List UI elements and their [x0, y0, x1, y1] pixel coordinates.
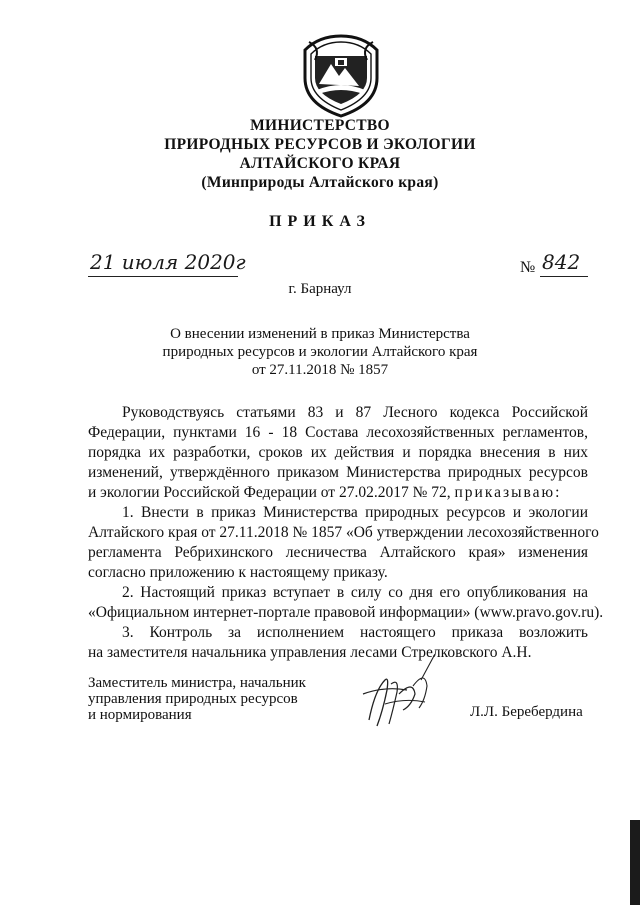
scan-edge — [630, 820, 640, 905]
text-line: 3. Контроль за исполнением настоящего приказа возложить — [122, 624, 588, 641]
ministry-title-line3: АЛТАЙСКОГО КРАЯ — [239, 155, 401, 172]
ministry-title-line1: МИНИСТЕРСТВО — [250, 117, 390, 134]
title-line: О внесении изменений в приказ Министерства — [170, 326, 470, 342]
coat-of-arms-emblem — [299, 34, 383, 118]
position-line: Заместитель министра, начальник — [88, 675, 306, 691]
order-word: приказываю: — [454, 484, 562, 501]
ministry-title-line2: ПРИРОДНЫХ РЕСУРСОВ И ЭКОЛОГИИ — [164, 136, 476, 153]
city: г. Барнаул — [288, 281, 352, 297]
position-line: управления природных ресурсов — [88, 691, 298, 707]
handwritten-signature — [355, 650, 450, 735]
text-line: на заместителя начальника управления лесами Стрелковского А.Н. — [88, 644, 532, 661]
text-line: 1. Внести в приказ Министерства природных ресурсов и экологии — [122, 504, 588, 521]
text-line — [88, 483, 588, 503]
text-line: порядка их разработки, сроков их действия и порядка внесения в них — [88, 444, 588, 461]
preamble-paragraph — [88, 403, 588, 503]
signatory-name: Л.Л. Беребердина — [470, 704, 583, 720]
text-fragment: и экологии Российской Федерации от 27.02.2017 № 72, — [88, 484, 451, 501]
position-line: и нормирования — [88, 707, 192, 723]
document-type: ПРИКАЗ — [269, 213, 371, 230]
text-line: 2. Настоящий приказ вступает в силу со дня его опубликования на — [122, 584, 588, 601]
number-underline — [540, 276, 588, 277]
text-line: «Официальном интернет-портале правовой информации» (www.pravo.gov.ru). — [88, 604, 604, 621]
text-line: изменений, утверждённого приказом Министерства природных ресурсов — [88, 464, 588, 481]
date-underline — [88, 276, 238, 277]
handwritten-date: 21 июля 2020г — [90, 250, 246, 274]
title-line: природных ресурсов и экологии Алтайского края — [162, 344, 478, 360]
signatory-position — [88, 675, 306, 723]
text-line: регламента Ребрихинского лесничества Алтайского края» изменения — [88, 544, 588, 561]
item-2 — [88, 583, 604, 623]
ministry-short-name: (Минприроды Алтайского края) — [201, 174, 439, 191]
document-title — [0, 325, 640, 379]
item-1 — [88, 503, 599, 583]
handwritten-number: 842 — [542, 250, 581, 274]
item-3 — [88, 623, 588, 663]
text-line: Алтайского края от 27.11.2018 № 1857 «Об утверждении лесохозяйственного — [88, 524, 599, 541]
text-line: Руководствуясь статьями 83 и 87 Лесного кодекса Российской — [122, 404, 588, 421]
text-line: Федерации, пунктами 16 - 18 Состава лесохозяйственных регламентов, — [88, 424, 588, 441]
number-label: № — [520, 259, 536, 276]
title-line: от 27.11.2018 № 1857 — [251, 362, 389, 378]
text-line: согласно приложению к настоящему приказу. — [88, 564, 388, 581]
